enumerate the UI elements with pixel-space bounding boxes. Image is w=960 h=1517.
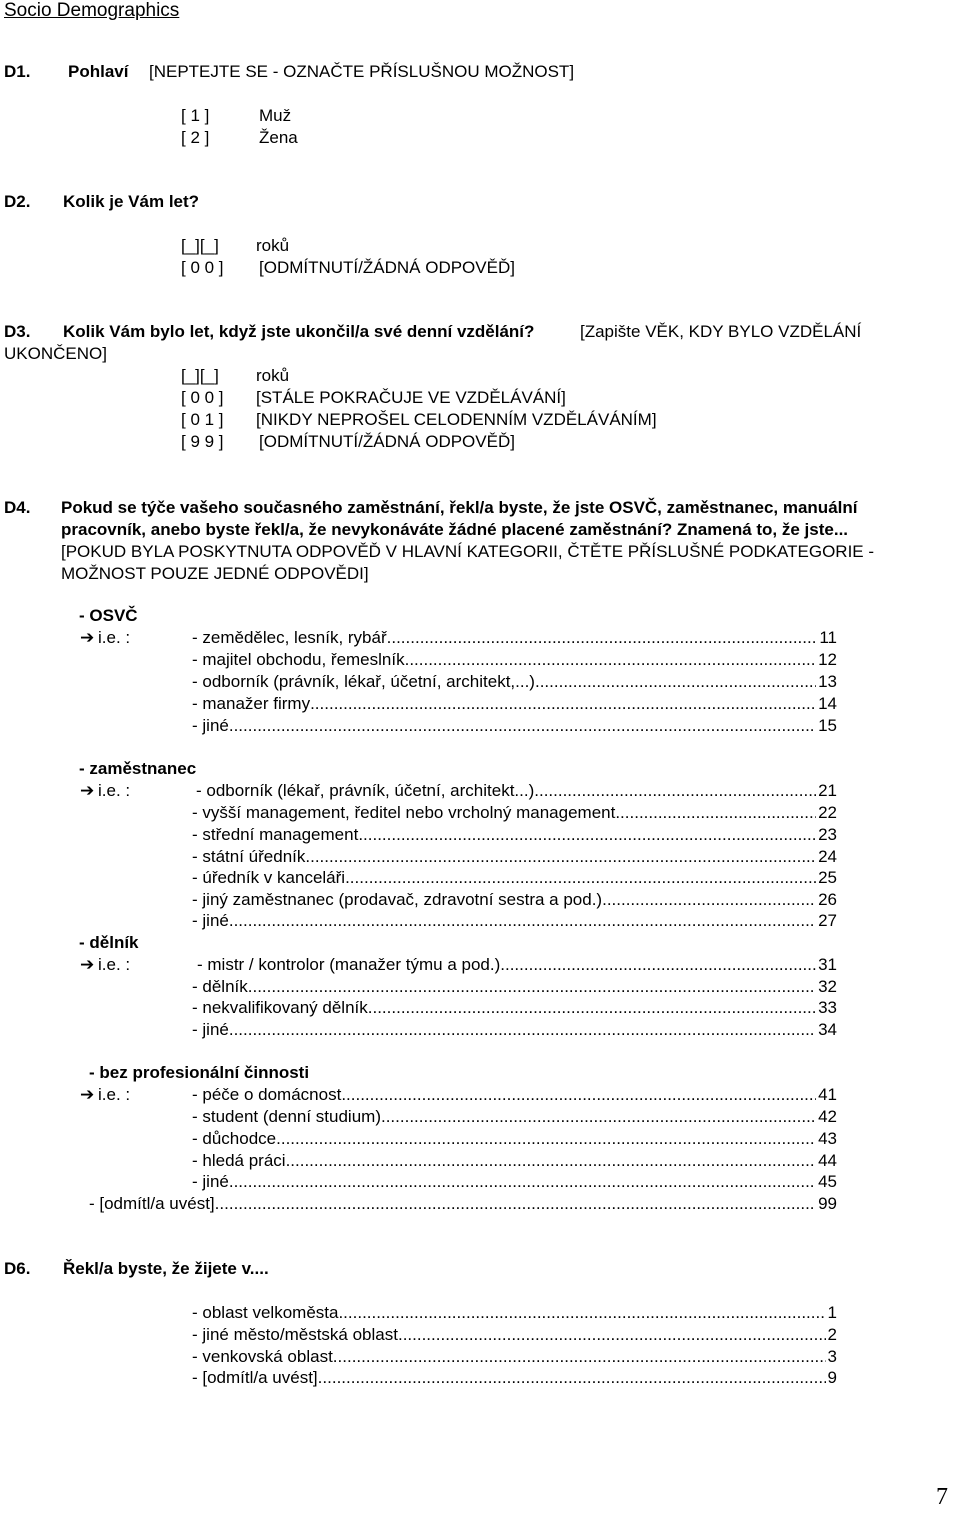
answer-row: [192, 890, 837, 910]
answer-label: - nekvalifikovaný dělník: [192, 998, 368, 1017]
section-title: Socio Demographics: [4, 0, 180, 21]
answer-label: - jiný zaměstnanec (prodavač, zdravotní sestra a pod.): [192, 890, 603, 909]
answer-row: [192, 977, 837, 997]
question-number-d6: D6.: [4, 1259, 31, 1278]
group-title-delnik: - dělník: [79, 933, 139, 952]
answer-code: 41: [818, 1085, 837, 1104]
answer-code: 33: [818, 998, 837, 1017]
leader-dots: [358, 825, 816, 845]
option-code: [ 2 ]: [181, 128, 210, 147]
instruction-d3: [Zapište VĚK, KDY BYLO VZDĚLÁNÍ: [580, 322, 862, 341]
answer-label: - střední management: [192, 825, 359, 844]
answer-code: 45: [818, 1172, 837, 1191]
answer-row: [197, 955, 837, 975]
answer-row: [192, 1325, 837, 1345]
question-number-d3: D3.: [4, 322, 31, 341]
leader-dots: [215, 1194, 816, 1214]
option-code: [_][_]: [181, 236, 219, 255]
question-number-d4: D4.: [4, 498, 31, 517]
answer-row: [192, 998, 837, 1018]
ie-marker: [80, 1085, 130, 1105]
answer-label: - odborník (lékař, právník, účetní, architekt...): [196, 781, 535, 800]
option-label: roků: [256, 236, 290, 255]
leader-dots: [534, 781, 816, 801]
answer-code: 23: [818, 825, 837, 844]
answer-code: 9: [827, 1368, 837, 1387]
answer-code: 13: [818, 672, 837, 691]
answer-label: - jiné město/městská oblast: [192, 1325, 398, 1344]
answer-label: - mistr / kontrolor (manažer týmu a pod.): [197, 955, 501, 974]
group-title-bez-cinnosti: - bez profesionální činnosti: [89, 1063, 310, 1082]
leader-dots: [276, 1129, 816, 1149]
answer-code: 11: [819, 628, 837, 647]
leader-dots: [602, 890, 816, 910]
leader-dots: [229, 911, 816, 931]
answer-code: 27: [818, 911, 837, 930]
leader-dots: [535, 672, 816, 692]
question-text-d1: Pohlaví: [68, 62, 129, 81]
answer-label: - jiné: [192, 716, 229, 735]
answer-label: - jiné: [192, 1020, 229, 1039]
ie-label: i.e. :: [98, 955, 131, 974]
ie-label: i.e. :: [98, 1085, 131, 1104]
leader-dots: [405, 650, 816, 670]
page-number: 7: [936, 1484, 948, 1510]
answer-label: - zemědělec, lesník, rybář: [192, 628, 387, 647]
option-label: Žena: [259, 128, 298, 147]
answer-code: 31: [818, 955, 837, 974]
leader-dots: [398, 1325, 826, 1345]
option-code: [_][_]: [181, 366, 219, 385]
group-title-osvc: - OSVČ: [79, 606, 138, 625]
leader-dots: [229, 1020, 816, 1040]
option-code: [ 0 0 ]: [181, 258, 224, 277]
answer-label: - důchodce: [192, 1129, 277, 1148]
question-text-d4-cont: pracovník, anebo byste řekl/a, že nevykonáváte žádné placené zaměstnání? Znamená to, že jste...: [61, 520, 849, 539]
answer-row: [192, 716, 837, 736]
instruction-d4: [POKUD BYLA POSKYTNUTA ODPOVĚĎ V HLAVNÍ KATEGORII, ČTĚTE PŘÍSLUŠNÉ PODKATEGORIE -: [61, 542, 875, 561]
right-arrow-icon: ➔: [80, 628, 95, 647]
answer-label: - student (denní studium): [192, 1107, 381, 1126]
answer-label: - péče o domácnost: [192, 1085, 342, 1104]
right-arrow-icon: ➔: [80, 955, 95, 974]
instruction-d4-cont: MOŽNOST POUZE JEDNÉ ODPOVĚDI]: [61, 564, 369, 583]
answer-label: - jiné: [192, 1172, 229, 1191]
question-text-d4: Pokud se týče vašeho současného zaměstnání, řekl/a byste, že jste OSVČ, zaměstnanec, manuální: [61, 498, 858, 517]
question-text-d6: Řekl/a byste, že žijete v....: [63, 1259, 269, 1278]
answer-label: - venkovská oblast: [192, 1347, 333, 1366]
answer-label: - vyšší management, ředitel nebo vrcholný management: [192, 803, 616, 822]
answer-code: 25: [818, 868, 837, 887]
answer-row: [192, 911, 837, 931]
answer-row: [192, 1107, 837, 1127]
answer-code: 21: [818, 781, 837, 800]
option-label: roků: [256, 366, 290, 385]
option-code: [ 9 9 ]: [181, 432, 224, 451]
ie-marker: [80, 781, 130, 801]
instruction-d3-cont: UKONČENO]: [4, 344, 107, 363]
leader-dots: [286, 1151, 817, 1171]
answer-label: - jiné: [192, 911, 229, 930]
answer-row: [192, 1020, 837, 1040]
ie-marker: [80, 955, 130, 975]
answer-row: [192, 672, 837, 692]
answer-row: [192, 825, 837, 845]
answer-row: [196, 781, 837, 801]
answer-code: 22: [818, 803, 837, 822]
leader-dots: [345, 868, 816, 888]
answer-code: 99: [818, 1194, 837, 1213]
answer-row: [192, 1151, 837, 1171]
answer-label: - hledá práci: [192, 1151, 286, 1170]
answer-row: [192, 1085, 837, 1105]
option-label: [ODMÍTNUTÍ/ŽÁDNÁ ODPOVĚĎ]: [259, 258, 515, 277]
instruction-d1: [NEPTEJTE SE - OZNAČTE PŘÍSLUŠNOU MOŽNOST]: [149, 62, 575, 81]
answer-row: [192, 1303, 837, 1323]
answer-code: 34: [818, 1020, 837, 1039]
leader-dots: [338, 1303, 825, 1323]
answer-row: [192, 1172, 837, 1192]
group-title-zamestnanec: - zaměstnanec: [79, 759, 197, 778]
leader-dots: [387, 628, 818, 648]
leader-dots: [229, 1172, 816, 1192]
option-label: [NIKDY NEPROŠEL CELODENNÍM VZDĚLÁVÁNÍM]: [256, 410, 657, 429]
answer-code: 43: [818, 1129, 837, 1148]
answer-label: - manažer firmy: [192, 694, 311, 713]
answer-label: - [odmítl/a uvést]: [89, 1194, 215, 1213]
answer-label: - úředník v kanceláři: [192, 868, 346, 887]
leader-dots: [615, 803, 816, 823]
answer-label: - majitel obchodu, řemeslník: [192, 650, 405, 669]
leader-dots: [229, 716, 816, 736]
answer-code: 15: [818, 716, 837, 735]
answer-row: [192, 628, 837, 648]
ie-marker: [80, 628, 130, 648]
answer-row: [192, 847, 837, 867]
option-label: [ODMÍTNUTÍ/ŽÁDNÁ ODPOVĚĎ]: [259, 432, 515, 451]
question-text-d2: Kolik je Vám let?: [63, 192, 200, 211]
question-number-d1: D1.: [4, 62, 31, 81]
right-arrow-icon: ➔: [80, 1085, 95, 1104]
answer-code: 32: [818, 977, 837, 996]
answer-row-refused: [89, 1194, 837, 1214]
answer-row: [192, 868, 837, 888]
leader-dots: [500, 955, 816, 975]
option-code: [ 0 1 ]: [181, 410, 224, 429]
option-label: Muž: [259, 106, 292, 125]
leader-dots: [305, 847, 816, 867]
answer-code: 14: [818, 694, 837, 713]
answer-label: - státní úředník: [192, 847, 306, 866]
leader-dots: [248, 977, 816, 997]
ie-label: i.e. :: [98, 781, 131, 800]
answer-row: [192, 650, 837, 670]
answer-code: 24: [818, 847, 837, 866]
answer-row: [192, 694, 837, 714]
answer-code: 44: [818, 1151, 837, 1170]
leader-dots: [368, 998, 816, 1018]
leader-dots: [341, 1085, 816, 1105]
question-text-d3: Kolik Vám bylo let, když jste ukončil/a své denní vzdělání?: [63, 322, 535, 341]
answer-code: 12: [818, 650, 837, 669]
answer-code: 1: [827, 1303, 837, 1322]
ie-label: i.e. :: [98, 628, 131, 647]
answer-label: - oblast velkoměsta: [192, 1303, 339, 1322]
answer-label: - odborník (právník, lékař, účetní, architekt,...): [192, 672, 535, 691]
answer-code: 26: [818, 890, 837, 909]
answer-code: 3: [827, 1347, 837, 1366]
option-code: [ 0 0 ]: [181, 388, 224, 407]
answer-code: 2: [827, 1325, 837, 1344]
option-code: [ 1 ]: [181, 106, 210, 125]
right-arrow-icon: ➔: [80, 781, 95, 800]
question-number-d2: D2.: [4, 192, 31, 211]
answer-row: [192, 1347, 837, 1367]
answer-row: [192, 803, 837, 823]
answer-row: [192, 1129, 837, 1149]
answer-code: 42: [818, 1107, 837, 1126]
answer-row: [192, 1368, 837, 1388]
leader-dots: [381, 1107, 816, 1127]
answer-label: - [odmítl/a uvést]: [192, 1368, 318, 1387]
answer-label: - dělník: [192, 977, 248, 996]
option-label: [STÁLE POKRAČUJE VE VZDĚLÁVÁNÍ]: [256, 388, 566, 407]
leader-dots: [333, 1347, 826, 1367]
leader-dots: [310, 694, 816, 714]
leader-dots: [318, 1368, 826, 1388]
